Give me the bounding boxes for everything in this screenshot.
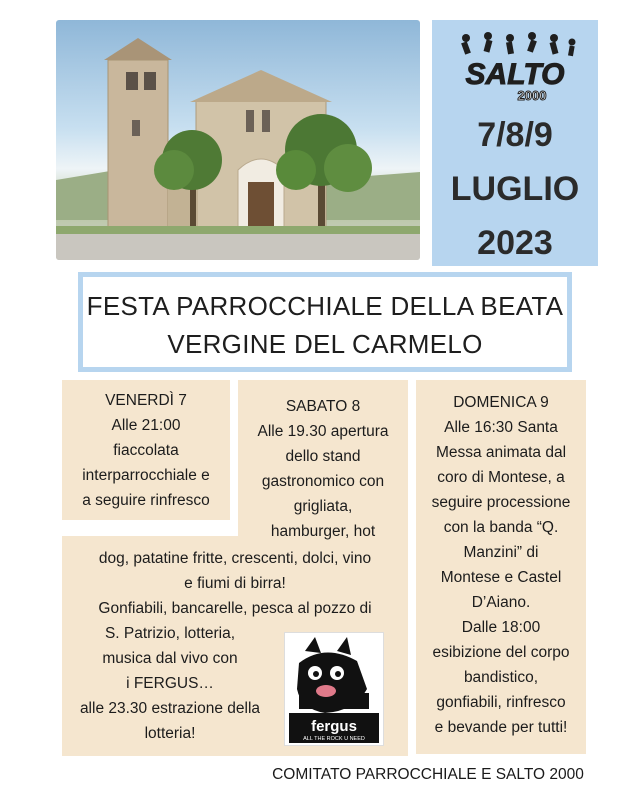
sabato-line: alle 23.30 estrazione della — [79, 700, 261, 717]
domenica-line: Dalle 18:00 — [461, 619, 541, 636]
domenica-line: D’Aiano. — [471, 594, 531, 611]
event-title-box — [78, 272, 572, 372]
sabato-line: Alle 19.30 apertura — [257, 423, 389, 440]
domenica-heading: DOMENICA 9 — [453, 394, 549, 411]
domenica-text — [416, 390, 586, 740]
sabato-line: i FERGUS… — [126, 675, 214, 692]
sabato-line: dog, patatine fritte, crescenti, dolci, vino — [98, 550, 372, 567]
fergus-logo-text: fergus — [311, 718, 357, 735]
domenica-line: con la banda “Q. — [443, 519, 559, 536]
sabato-line: Gonfiabili, bancarelle, pesca al pozzo di — [98, 600, 372, 617]
domenica-line: esibizione del corpo — [432, 644, 570, 661]
sabato-line: dello stand — [285, 448, 361, 465]
salto-logo-sub: 2000 — [517, 88, 547, 103]
sabato-line: lotteria! — [144, 725, 196, 742]
fergus-tagline: ALL THE ROCK U NEED — [303, 736, 365, 742]
domenica-line: Alle 16:30 Santa — [444, 419, 558, 436]
venerdi-line: Alle 21:00 — [111, 417, 181, 434]
organizer-footer: COMITATO PARROCCHIALE E SALTO 2000 — [272, 766, 584, 783]
sabato-line: hamburger, hot — [270, 523, 376, 540]
domenica-line: Manzini” di — [463, 544, 539, 561]
sabato-line: gastronomico con — [261, 473, 385, 490]
venerdi-line: fiaccolata — [113, 442, 179, 459]
domenica-line: coro di Montese, a — [437, 469, 565, 486]
sabato-line: musica dal vivo con — [102, 650, 238, 667]
salto-logo-text: SALTO — [465, 58, 565, 91]
venerdi-text — [62, 388, 230, 513]
domenica-line: Messa animata dal — [435, 444, 567, 461]
sabato-text-left — [62, 621, 278, 746]
sabato-line: grigliata, — [293, 498, 353, 515]
venerdi-heading: VENERDÌ 7 — [105, 392, 187, 409]
sabato-text-wide — [62, 546, 408, 621]
church-illustration — [56, 20, 420, 260]
domenica-line: e bevande per tutti! — [434, 719, 568, 736]
sabato-text-top — [238, 394, 408, 544]
venerdi-line: a seguire rinfresco — [82, 492, 210, 509]
domenica-line: bandistico, — [463, 669, 539, 686]
title-line-2: VERGINE DEL CARMELO — [167, 329, 483, 359]
salto-2000-logo — [448, 28, 582, 104]
venerdi-line: interparrocchiale e — [82, 467, 210, 484]
title-line-1: FESTA PARROCCHIALE DELLA BEATA — [86, 291, 564, 321]
sabato-heading: SABATO 8 — [285, 398, 361, 415]
dates-year: 2023 — [477, 224, 553, 262]
sabato-line: S. Patrizio, lotteria, — [104, 625, 236, 642]
sabato-line: e fiumi di birra! — [184, 575, 286, 592]
domenica-line: seguire processione — [431, 494, 571, 511]
church-photo — [56, 20, 420, 260]
domenica-line: Montese e Castel — [440, 569, 562, 586]
dates-days: 7/8/9 — [477, 116, 553, 154]
domenica-line: gonfiabili, rinfresco — [436, 694, 566, 711]
fergus-logo — [284, 632, 384, 746]
dates-month: LUGLIO — [450, 170, 580, 208]
